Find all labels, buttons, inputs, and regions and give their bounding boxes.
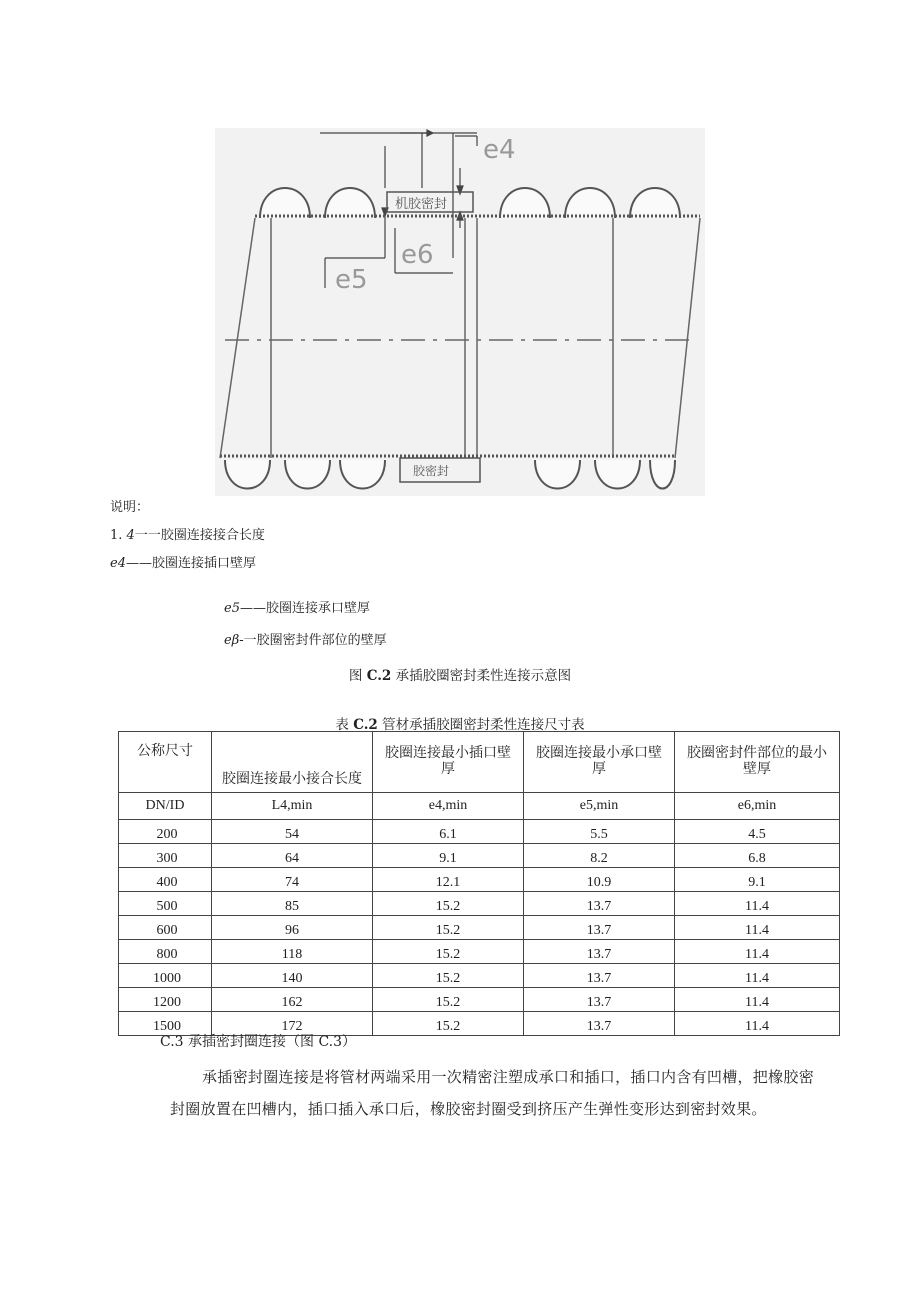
table-row	[119, 892, 840, 916]
table-caption-number: C.2	[353, 717, 378, 733]
cell-dn: 800	[119, 940, 212, 964]
legend-line-1-text: 一一胶圈连接接合长度	[134, 528, 265, 543]
header-min-socket-wall: 胶圈连接最小承口壁厚	[524, 732, 675, 793]
table-row	[119, 844, 840, 868]
table-row	[119, 868, 840, 892]
header-min-spigot-wall: 胶圈连接最小插口壁厚	[373, 732, 524, 793]
cell-dn: 200	[119, 820, 212, 844]
legend-line-2-text: ——胶圈连接插口壁厚	[125, 556, 256, 571]
section-heading: C.3 承插密封圈连接（图 C.3）	[160, 1034, 357, 1050]
table-row	[119, 820, 840, 844]
cell-e6: 6.8	[675, 844, 840, 868]
cell-l4: 64	[212, 844, 373, 868]
figure-caption-text: 承插胶圈密封柔性连接示意图	[391, 668, 572, 684]
cell-dn: 400	[119, 868, 212, 892]
cell-dn: 600	[119, 916, 212, 940]
cell-dn: 1500	[119, 1012, 212, 1036]
paragraph-line-1: 承插密封圈连接是将管材两端采用一次精密注塑成承口和插口，插口内含有凹槽，把橡胶密	[202, 1068, 815, 1086]
cell-e5: 13.7	[524, 988, 675, 1012]
unit-e5: e5,min	[524, 793, 675, 820]
legend-line-1	[110, 524, 265, 543]
dimension-table	[118, 731, 840, 1036]
legend-line-3-symbol: e5	[224, 601, 240, 616]
e5-label: e5	[335, 265, 368, 295]
cell-e4: 15.2	[373, 916, 524, 940]
table-caption	[0, 713, 920, 733]
top-seal-text: 机胶密封	[395, 197, 448, 212]
cell-e6: 11.4	[675, 892, 840, 916]
pipe-joint-diagram	[215, 128, 705, 496]
figure-caption-prefix: 图	[348, 668, 367, 684]
legend-line-1-symbol: 4	[126, 528, 135, 543]
cell-l4: 162	[212, 988, 373, 1012]
cell-e5: 13.7	[524, 964, 675, 988]
cell-l4: 140	[212, 964, 373, 988]
cell-e5: 13.7	[524, 916, 675, 940]
cell-e4: 6.1	[373, 820, 524, 844]
cell-dn: 1200	[119, 988, 212, 1012]
table-row	[119, 940, 840, 964]
cell-e4: 15.2	[373, 988, 524, 1012]
cell-e6: 11.4	[675, 988, 840, 1012]
table-unit-row	[119, 793, 840, 820]
e4-label: e4	[483, 135, 516, 165]
cell-e6: 11.4	[675, 964, 840, 988]
bottom-seal-text: 胶密封	[413, 464, 450, 478]
cell-e4: 15.2	[373, 940, 524, 964]
legend-line-2	[110, 552, 256, 571]
unit-e4: e4,min	[373, 793, 524, 820]
unit-dn: DN/ID	[119, 793, 212, 820]
legend-line-4-text: -一胶圈密封件部位的壁厚	[239, 633, 387, 648]
cell-e5: 8.2	[524, 844, 675, 868]
cell-l4: 96	[212, 916, 373, 940]
paragraph-line-2: 封圈放置在凹槽内，插口插入承口后，橡胶密封圈受到挤压产生弹性变形达到密封效果。	[170, 1100, 767, 1118]
cell-e4: 15.2	[373, 964, 524, 988]
figure-caption-number: C.2	[366, 668, 392, 684]
table-header-row	[119, 732, 840, 793]
unit-l4: L4,min	[212, 793, 373, 820]
cell-dn: 300	[119, 844, 212, 868]
cell-e5: 13.7	[524, 892, 675, 916]
legend-line-3-text: ——胶圈连接承口壁厚	[239, 601, 370, 616]
cell-e4: 12.1	[373, 868, 524, 892]
cell-e6: 9.1	[675, 868, 840, 892]
cell-e5: 13.7	[524, 940, 675, 964]
cell-e5: 10.9	[524, 868, 675, 892]
cell-l4: 54	[212, 820, 373, 844]
cell-e6: 11.4	[675, 916, 840, 940]
cell-dn: 1000	[119, 964, 212, 988]
cell-e6: 11.4	[675, 940, 840, 964]
legend-line-3	[224, 597, 370, 616]
cell-l4: 118	[212, 940, 373, 964]
cell-l4: 74	[212, 868, 373, 892]
table-row	[119, 916, 840, 940]
cell-e5: 13.7	[524, 1012, 675, 1036]
e6-label: e6	[401, 240, 434, 270]
header-nominal-size: 公称尺寸	[119, 732, 212, 793]
cell-e6: 4.5	[675, 820, 840, 844]
unit-e6: e6,min	[675, 793, 840, 820]
cell-e4: 15.2	[373, 892, 524, 916]
legend-line-2-symbol: e4	[110, 556, 126, 571]
table-row	[119, 964, 840, 988]
cell-e4: 9.1	[373, 844, 524, 868]
cell-dn: 500	[119, 892, 212, 916]
legend-line-1-prefix: 1.	[110, 528, 127, 543]
header-min-joint-length: 胶圈连接最小接合长度	[212, 732, 373, 793]
cell-e4: 15.2	[373, 1012, 524, 1036]
cell-l4: 172	[212, 1012, 373, 1036]
legend-line-4-symbol: eβ	[224, 633, 240, 648]
legend-line-4	[224, 629, 387, 648]
table-caption-text: 管材承插胶圈密封柔性连接尺寸表	[377, 717, 585, 733]
table-row	[119, 988, 840, 1012]
legend-title: 说明：	[110, 500, 150, 515]
figure-caption	[0, 664, 920, 684]
header-min-seal-wall: 胶圈密封件部位的最小壁厚	[675, 732, 840, 793]
cell-l4: 85	[212, 892, 373, 916]
cell-e6: 11.4	[675, 1012, 840, 1036]
table-caption-prefix: 表	[335, 717, 354, 733]
cell-e5: 5.5	[524, 820, 675, 844]
